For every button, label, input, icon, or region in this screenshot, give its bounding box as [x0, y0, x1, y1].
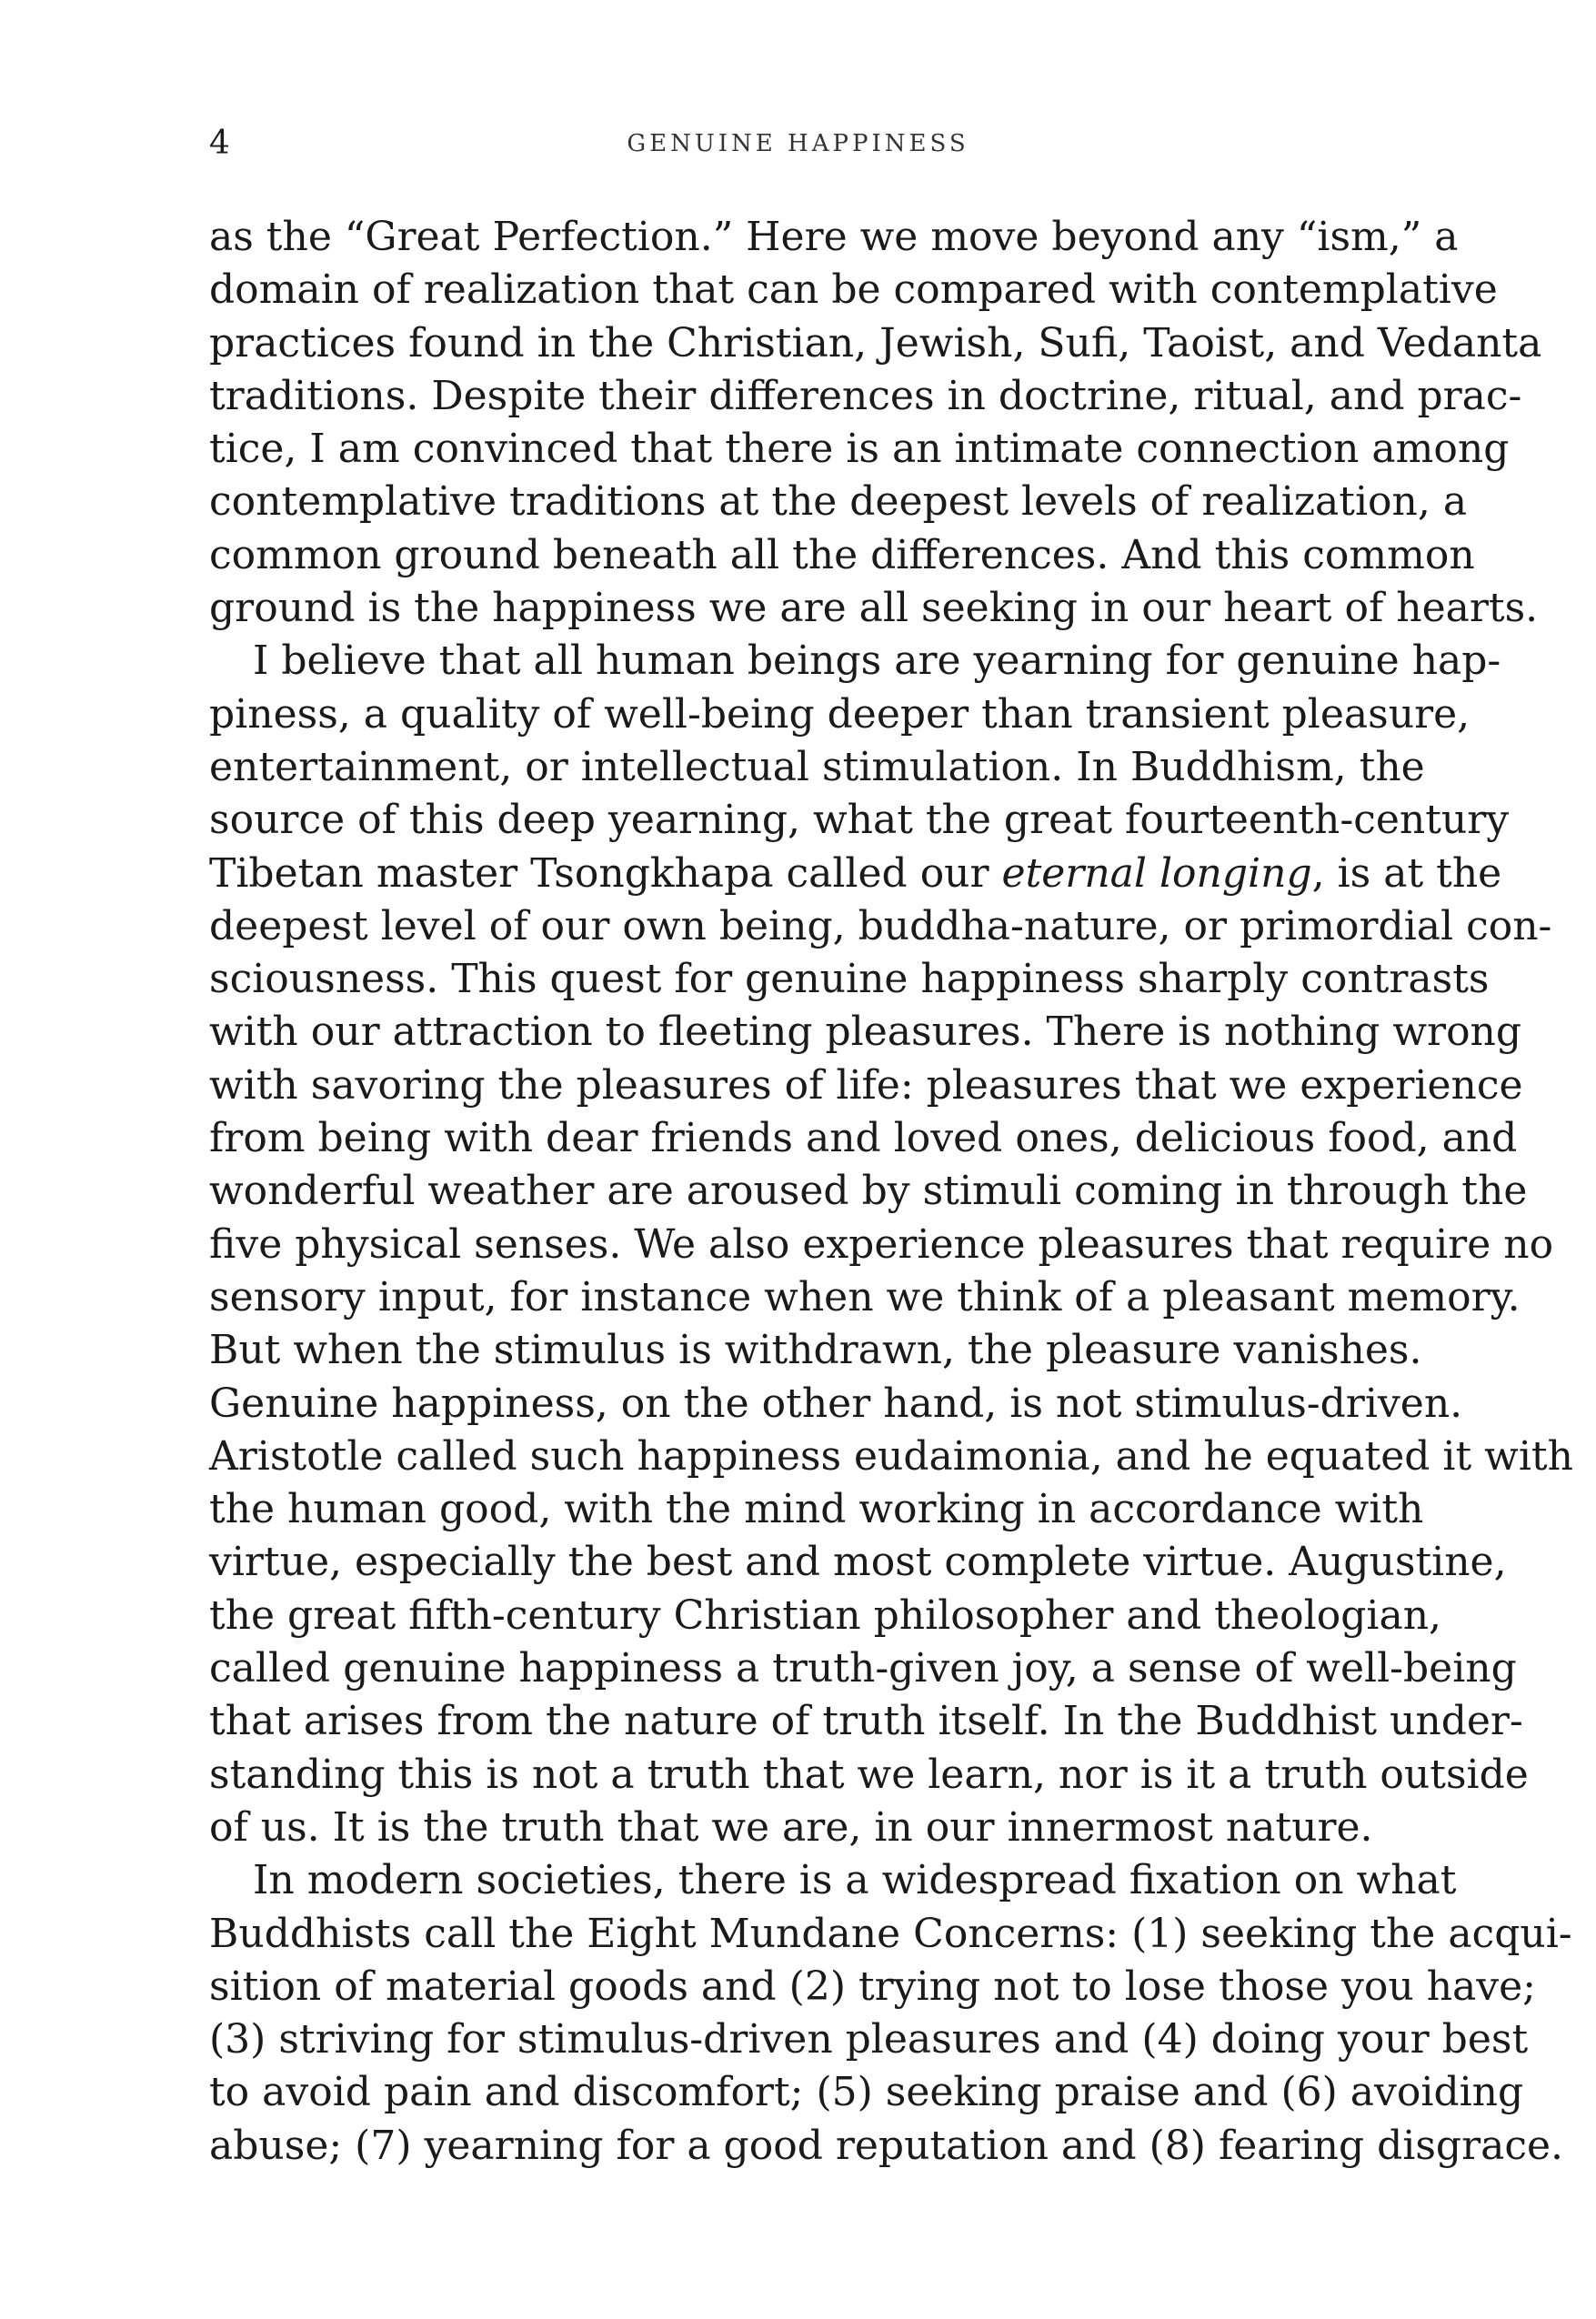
text-line: with our attraction to fleeting pleasures. There is nothing wrong — [209, 1009, 1522, 1056]
text-line: of us. It is the truth that we are, in our innermost nature. — [209, 1803, 1373, 1851]
text-line: wonderful weather are aroused by stimuli coming in through the — [209, 1168, 1528, 1215]
text-line: to avoid pain and discomfort; (5) seeking praise and (6) avoiding — [209, 2069, 1524, 2116]
text-line: with savoring the pleasures of life: pleasures that we experience — [209, 1061, 1523, 1109]
text-line: abuse; (7) yearning for a good reputation and (8) fearing disgrace. — [209, 2122, 1564, 2169]
text-line: standing this is not a truth that we learn, nor is it a truth outside — [209, 1751, 1529, 1798]
text-line: deepest level of our own being, buddha-nature, or primordial con- — [209, 902, 1552, 949]
running-head — [209, 125, 1387, 171]
text-line: the human good, with the mind working in accordance with — [209, 1486, 1424, 1533]
text-line: practices found in the Christian, Jewish, Sufi, Taoist, and Vedanta — [209, 319, 1542, 366]
text-line: five physical senses. We also experience pleasures that require no — [209, 1220, 1554, 1268]
text-line: entertainment, or intellectual stimulation. In Buddhism, the — [209, 743, 1425, 790]
text-line: In modern societies, there is a widespread fixation on what — [253, 1857, 1457, 1904]
text-line: common ground beneath all the differences. And this common — [209, 531, 1475, 578]
text-line: the great fifth-century Christian philosopher and theologian, — [209, 1591, 1442, 1639]
text-line: called genuine happiness a truth-given joy, a sense of well-being — [209, 1645, 1517, 1692]
text-line: contemplative traditions at the deepest levels of realization, a — [209, 478, 1468, 526]
paragraph-3 — [209, 1854, 1572, 2173]
text-line: that arises from the nature of truth itself. In the Buddhist under- — [209, 1698, 1523, 1745]
text-line: I believe that all human beings are yearning for genuine hap- — [253, 637, 1501, 685]
body-text — [209, 211, 1573, 2173]
text-line: Aristotle called such happiness eudaimonia, and he equated it with — [209, 1432, 1573, 1480]
text-line: tice, I am convinced that there is an intimate connection among — [209, 426, 1510, 473]
text-line: sition of material goods and (2) trying not to lose those you have; — [209, 1963, 1537, 2010]
text-line: Genuine happiness, on the other hand, is not stimulus-driven. — [209, 1380, 1463, 1427]
text-line: domain of realization that can be compared with contemplative — [209, 266, 1498, 314]
text-line: ground is the happiness we are all seeking in our heart of hearts. — [209, 585, 1539, 632]
text-line: virtue, especially the best and most complete virtue. Augustine, — [209, 1539, 1507, 1586]
running-title: GENUINE HAPPINESS — [627, 130, 969, 157]
paragraph-2 — [209, 635, 1573, 1854]
text-line: sensory input, for instance when we think of a pleasant memory. — [209, 1273, 1521, 1320]
text-line: (3) striving for stimulus-driven pleasures and (4) doing your best — [209, 2016, 1529, 2063]
text-line: traditions. Despite their differences in doctrine, ritual, and prac- — [209, 372, 1522, 419]
text-line: Tibetan master Tsongkhapa called our eternal longing, is at the — [209, 849, 1502, 897]
paragraph-1 — [209, 211, 1542, 635]
page-number: 4 — [209, 125, 230, 162]
text-line: source of this deep yearning, what the great fourteenth-century — [209, 797, 1510, 844]
text-line: from being with dear friends and loved ones, delicious food, and — [209, 1115, 1518, 1162]
text-line: Buddhists call the Eight Mundane Concerns: (1) seeking the acqui- — [209, 1910, 1572, 1957]
text-line: sciousness. This quest for genuine happiness sharply contrasts — [209, 956, 1490, 1003]
text-line: piness, a quality of well-being deeper than transient pleasure, — [209, 690, 1471, 738]
text-line: as the “Great Perfection.” Here we move beyond any “ism,” a — [209, 214, 1459, 260]
text-line: But when the stimulus is withdrawn, the pleasure vanishes. — [209, 1327, 1422, 1374]
